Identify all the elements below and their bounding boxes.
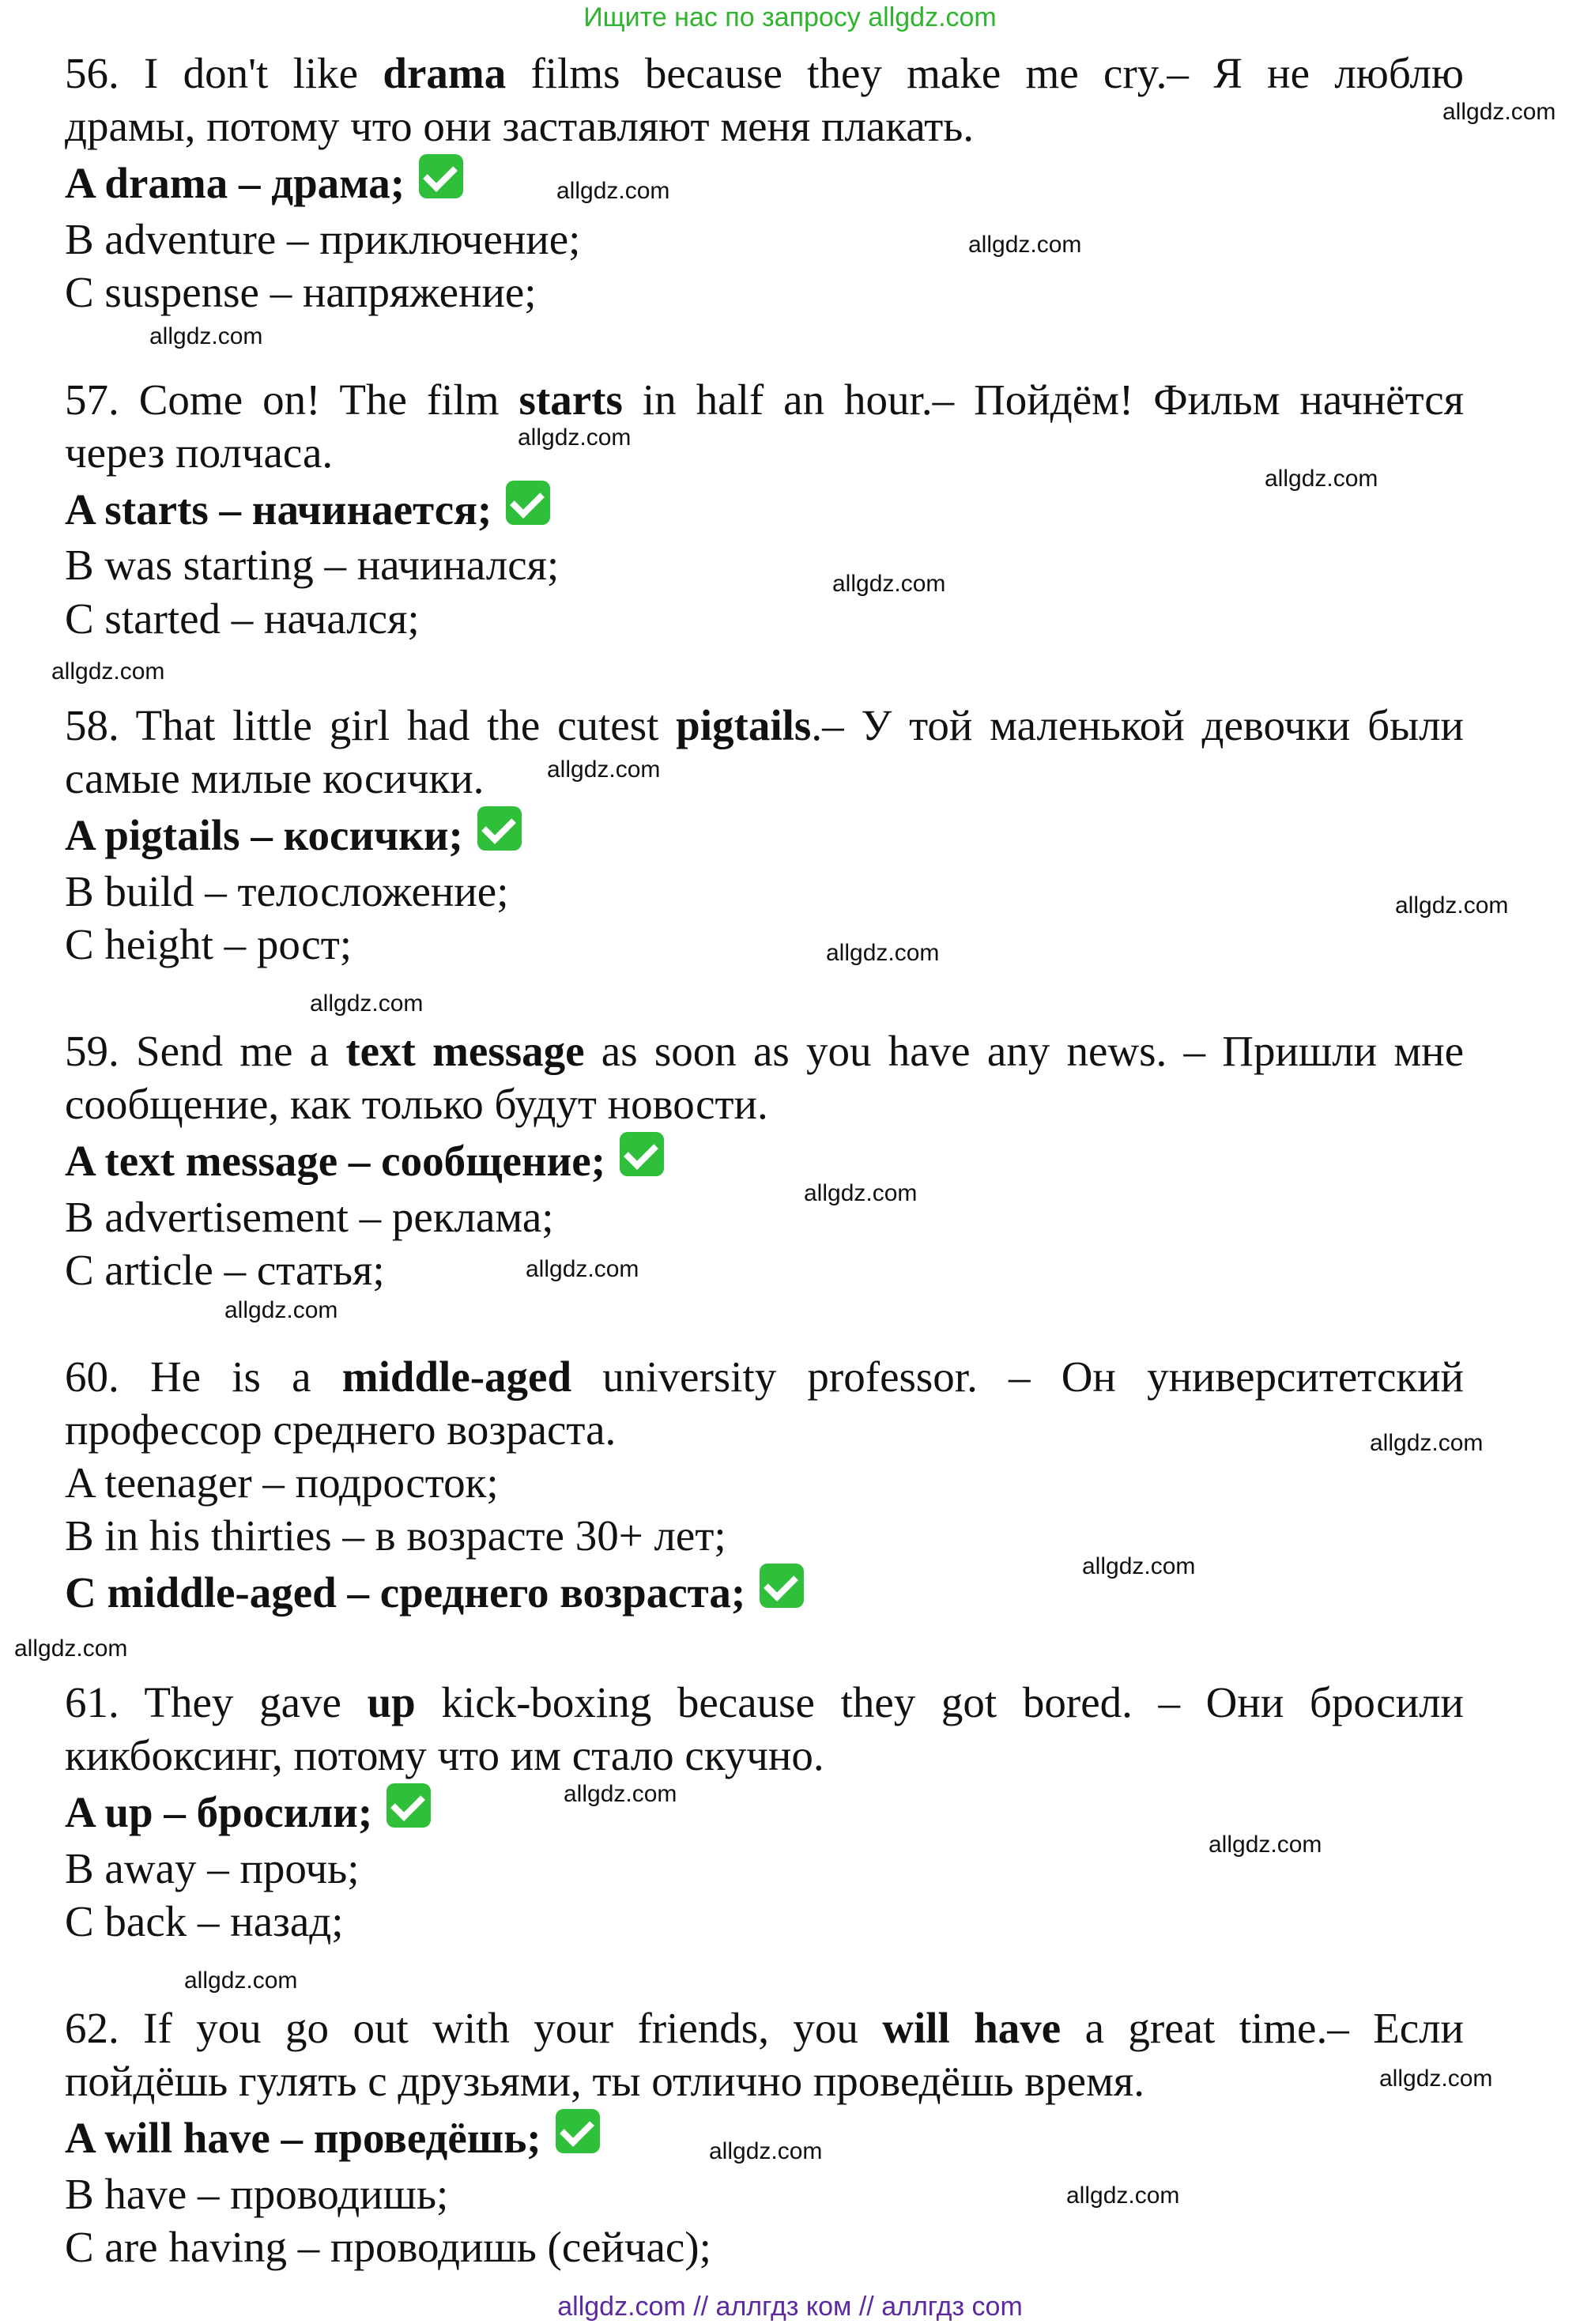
watermark: allgdz.com xyxy=(51,658,165,685)
q57-option-b: B was starting – начинался; xyxy=(65,541,560,589)
q59-option-a: A text message – сообщение; xyxy=(65,1135,1464,1187)
check-mark-icon xyxy=(419,154,463,198)
q58-option-c: C height – рост; xyxy=(65,920,353,968)
check-mark-icon xyxy=(620,1132,664,1176)
q56-option-b: B adventure – приключение; xyxy=(65,215,581,263)
q59-option-c: C article – статья; xyxy=(65,1246,385,1294)
watermark: allgdz.com xyxy=(1379,2066,1493,2092)
q60-option-b: B in his thirties – в возрасте 30+ лет; xyxy=(65,1511,726,1560)
q62-option-a: A will have – проведёшь; xyxy=(65,2112,1464,2164)
q61-option-a: A up – бросили; xyxy=(65,1786,1464,1839)
q60-line1: 60. He is a middle-aged university professor. – Он университетский xyxy=(65,1353,1464,1401)
check-mark-icon xyxy=(760,1564,804,1608)
q62-line1: 62. If you go out with your friends, you will have a great time.– Если xyxy=(65,2004,1464,2052)
watermark: allgdz.com xyxy=(1370,1430,1484,1456)
check-mark-icon xyxy=(477,806,522,851)
watermark: allgdz.com xyxy=(518,424,632,451)
watermark: allgdz.com xyxy=(184,1967,298,1994)
q57-line1: 57. Come on! The film starts in half an hour.– Пойдём! Фильм начнётся xyxy=(65,375,1464,424)
q57-option-a: A starts – начинается; xyxy=(65,484,1464,536)
watermark: allgdz.com xyxy=(556,178,670,204)
watermark: allgdz.com xyxy=(804,1180,918,1206)
q57-line2: через полчаса. xyxy=(65,428,334,477)
watermark: allgdz.com xyxy=(149,323,263,349)
watermark: allgdz.com xyxy=(1209,1832,1322,1858)
q61-line1: 61. They gave up kick-boxing because they got bored. – Они бросили xyxy=(65,1678,1464,1726)
watermark: allgdz.com xyxy=(526,1256,639,1282)
watermark: allgdz.com xyxy=(709,2138,823,2164)
watermark: allgdz.com xyxy=(547,756,661,783)
q59-line1: 59. Send me a text message as soon as you have any news. – Пришли мне xyxy=(65,1027,1464,1075)
q56-line2: драмы, потому что они заставляют меня плакать. xyxy=(65,102,975,150)
q60-option-c: C middle-aged – среднего возраста; xyxy=(65,1567,1464,1619)
watermark: allgdz.com xyxy=(564,1781,677,1807)
q58-option-b: B build – телосложение; xyxy=(65,867,509,915)
watermark: allgdz.com xyxy=(832,571,946,597)
q58-option-a: A pigtails – косички; xyxy=(65,809,1464,862)
check-mark-icon xyxy=(556,2109,600,2153)
watermark: allgdz.com xyxy=(1082,1553,1196,1579)
q58-line1: 58. That little girl had the cutest pigtails.– У той маленькой девочки были xyxy=(65,701,1464,749)
q62-option-c: C are having – проводишь (сейчас); xyxy=(65,2223,711,2271)
watermark: allgdz.com xyxy=(1265,466,1378,492)
q56-option-a: A drama – драма; xyxy=(65,157,1464,209)
watermark: allgdz.com xyxy=(14,1635,128,1662)
q59-option-b: B advertisement – реклама; xyxy=(65,1193,554,1241)
watermark: allgdz.com xyxy=(1395,892,1509,919)
top-banner: Ищите нас по запросу allgdz.com xyxy=(583,2,997,32)
q61-line2: кикбоксинг, потому что им стало скучно. xyxy=(65,1731,824,1779)
watermark: allgdz.com xyxy=(224,1297,338,1323)
q62-option-b: B have – проводишь; xyxy=(65,2170,449,2218)
watermark: allgdz.com xyxy=(1442,99,1556,125)
watermark: allgdz.com xyxy=(826,940,940,966)
q60-option-a: A teenager – подросток; xyxy=(65,1458,499,1507)
check-mark-icon xyxy=(506,481,550,525)
q61-option-c: C back – назад; xyxy=(65,1897,344,1945)
check-mark-icon xyxy=(387,1783,431,1828)
watermark: allgdz.com xyxy=(1066,2183,1180,2209)
q62-line2: пойдёшь гулять с друзьями, ты отлично проведёшь время. xyxy=(65,2057,1144,2105)
q59-line2: сообщение, как только будут новости. xyxy=(65,1080,768,1128)
q56-line1: 56. I don't like drama films because they make me cry.– Я не люблю xyxy=(65,49,1464,97)
q56-option-c: C suspense – напряжение; xyxy=(65,268,537,316)
watermark: allgdz.com xyxy=(968,232,1082,258)
watermark: allgdz.com xyxy=(310,990,424,1017)
q58-line2: самые милые косички. xyxy=(65,754,485,802)
footer: allgdz.com // аллгдз ком // аллгдз com xyxy=(557,2292,1023,2322)
q57-option-c: C started – начался; xyxy=(65,594,420,643)
q61-option-b: B away – прочь; xyxy=(65,1844,360,1892)
q60-line2: профессор среднего возраста. xyxy=(65,1405,617,1454)
